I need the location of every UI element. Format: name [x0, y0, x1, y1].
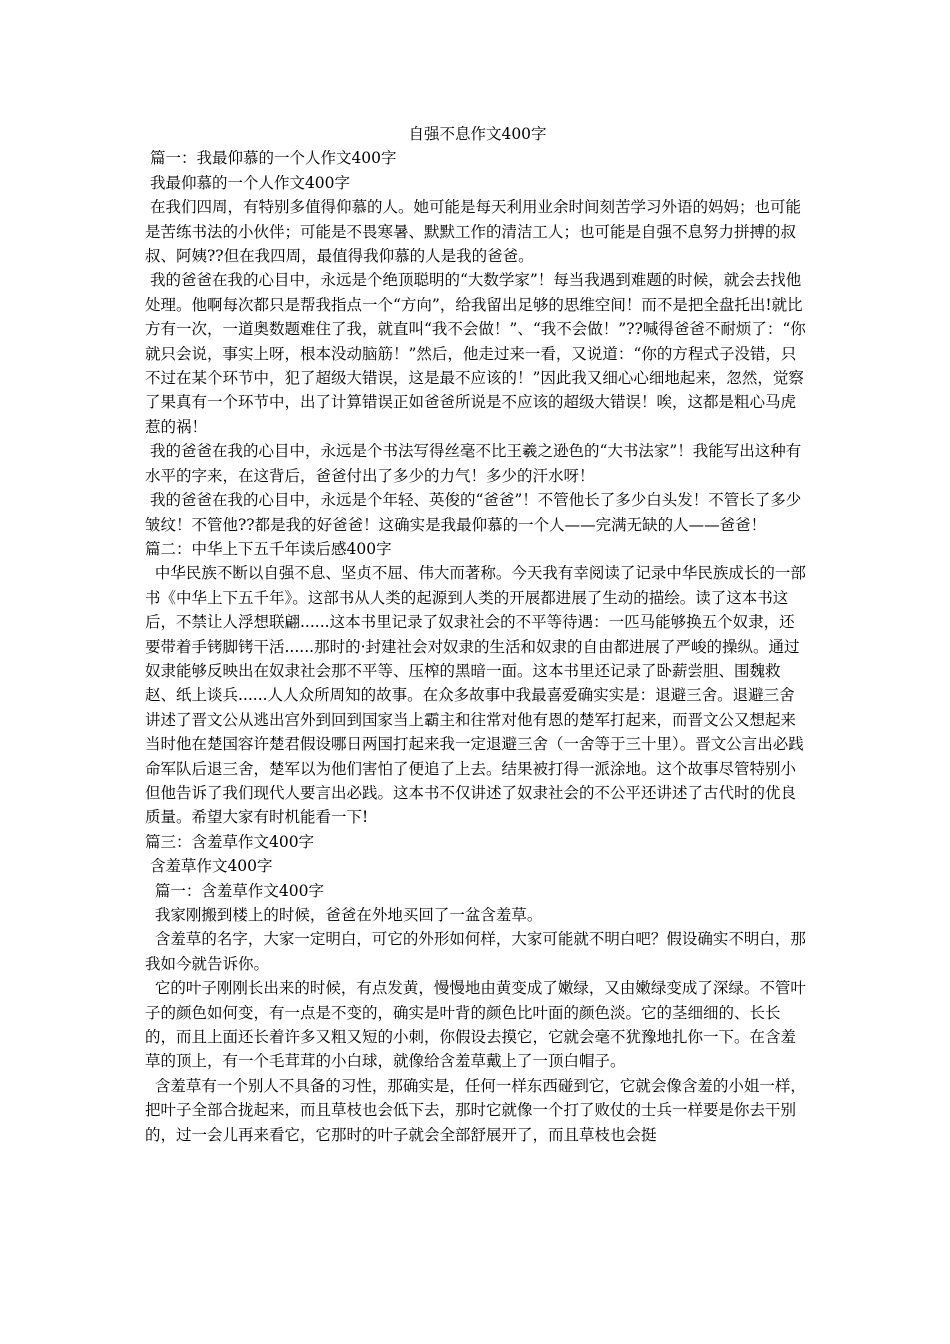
paragraph: 含羞草有一个别人不具备的习性，那确实是，任何一样东西碰到它，它就会像含羞的小姐一样，把叶子全部合拢起来，而且草枝也会低下去，那时它就像一个打了败仗的士兵一样要是你去干别的，过一会儿再来看它，它那时的叶子就会全部舒展开了，而且草枝也会挺: [145, 1076, 806, 1144]
paragraph: 我家刚搬到楼上的时候，爸爸在外地买回了一盆含羞草。: [145, 906, 543, 924]
subheading-essay-3-part-1: 篇一：含羞草作文400字: [145, 881, 324, 900]
paragraph: 它的叶子刚刚长出来的时候，有点发黄，慢慢地由黄变成了嫩绿，又由嫩绿变成了深绿。不管叶子的颜色如何变，有一点是不变的，确实是叶背的颜色比叶面的颜色淡。它的茎细细的、长长的，而且上面还长着许多又粗又短的小刺，你假设去摸它，它就会毫不犹豫地扎你一下。在含羞草的顶上，有一个毛茸茸的小白球，就像给含羞草戴上了一顶白帽子。: [145, 979, 806, 1071]
paragraph: 我的爸爸在我的心目中，永远是个年轻、英俊的“爸爸”！不管他长了多少白头发！不管长了多少皱纹！不管他??都是我的好爸爸！这确实是我最仰慕的一个人——完满无缺的人——爸爸！: [145, 491, 802, 534]
paragraph: 我的爸爸在我的心目中，永远是个绝顶聪明的“大数学家”！每当我遇到难题的时候，就会去找他处理。他啊每次都只是帮我指点一个“方向”，给我留出足够的思维空间！而不是把全盘托出!就比方有一次，一道奥数题难住了我，就直叫“我不会做！”、“我不会做！”??喊得爸爸不耐烦了：“你就只会说，事实上呀，根本没动脑筋！”然后，他走过来一看，又说道：“你的方程式子没错，只不过在某个环节中，犯了超级大错误，这是最不应该的！”因此我又细心心细地起来，忽然，觉察了果真有一个环节中，出了计算错误正如爸爸所说是不应该的超级大错误！唉，这都是粗心马虎惹的祸！: [145, 271, 806, 436]
paragraph: 我的爸爸在我的心目中，永远是个书法写得丝毫不比王羲之逊色的“大书法家”！我能写出这种有水平的字来，在这背后，爸爸付出了多少的力气！多少的汗水呀！: [145, 442, 802, 485]
heading-essay-1: 篇一：我最仰慕的一个人作文400字: [145, 149, 397, 168]
subheading-essay-1: 我最仰慕的一个人作文400字: [145, 173, 351, 192]
paragraph: 含羞草的名字，大家一定明白，可它的外形如何样，大家可能就不明白吧？假设确实不明白，那我如今就告诉你。: [145, 930, 806, 973]
paragraph: 在我们四周，有特别多值得仰慕的人。她可能是每天利用业余时间刻苦学习外语的妈妈；也可能是苦练书法的小伙伴；可能是不畏寒暑、默默工作的清洁工人；也可能是自强不息努力拼搏的叔叔、阿姨??但在我四周，最值得我仰慕的人是我的爸爸。: [145, 198, 801, 266]
subheading-essay-3: 含羞草作文400字: [145, 857, 273, 876]
paragraph: 中华民族不断以自强不息、坚贞不屈、伟大而著称。今天我有幸阅读了记录中华民族成长的一部书《中华上下五千年》。这部书从人类的起源到人类的开展都进展了生动的描绘。读了这本书这后，不禁让人浮想联翩......这本书里记录了奴隶社会的不平等待遇：一匹马能够换五个奴隶，还要带着手铐脚铐干活......那时的·封建社会对奴隶的生活和奴隶的自由都进展了严峻的操纵。通过奴隶能够反映出在奴隶社会那不平等、压榨的黑暗一面。这本书里还记录了卧薪尝胆、围魏救赵、纸上谈兵......人人众所周知的故事。在众多故事中我最喜爱确实实是：退避三舍。退避三舍讲述了晋文公从逃出宫外到回到国家当上霸主和往常对他有恩的楚军打起来，而晋文公又想起来当时他在楚国容许楚君假设哪日两国打起来我一定退避三舍（一舍等于三十里）。晋文公言出必践命军队后退三舍，楚军以为他们害怕了便追了上去。结果被打得一派涂地。这个故事尽管特别小但他告诉了我们现代人要言出必践。这本书不仅讲述了奴隶社会的不公平还讲述了古代时的优良质量。希望大家有时机能看一下!: [145, 564, 806, 827]
document-title: 自强不息作文400字: [408, 125, 547, 143]
heading-essay-2: 篇二：中华上下五千年读后感400字: [145, 539, 392, 558]
heading-essay-3: 篇三：含羞草作文400字: [145, 832, 315, 851]
document-page: [145, 122, 810, 1147]
